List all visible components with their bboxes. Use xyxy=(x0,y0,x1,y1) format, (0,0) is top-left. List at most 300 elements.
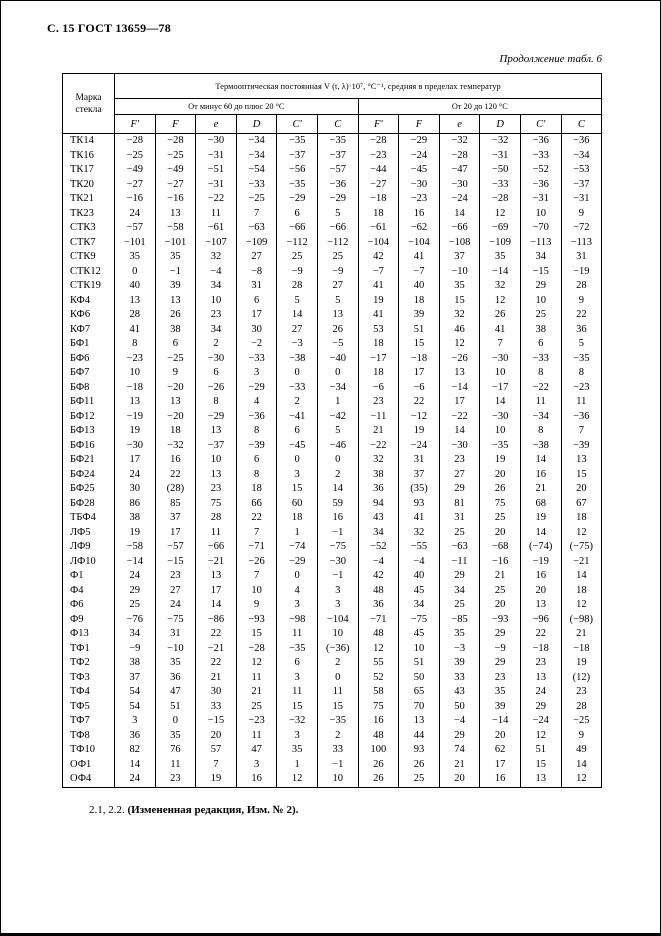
value-cell: 15 xyxy=(277,700,318,715)
table-row xyxy=(63,497,602,512)
value-cell: −28 xyxy=(115,134,156,149)
glass-mark: БФ6 xyxy=(63,352,115,367)
value-cell: 74 xyxy=(439,743,480,758)
glass-mark: ОФ1 xyxy=(63,758,115,773)
value-cell: 0 xyxy=(277,366,318,381)
value-cell: 12 xyxy=(358,642,399,657)
value-cell: 32 xyxy=(480,279,521,294)
value-cell: 28 xyxy=(196,511,237,526)
subheader-c-prime-1: C′ xyxy=(277,115,318,134)
value-cell: 34 xyxy=(115,627,156,642)
value-cell: −29 xyxy=(399,134,440,149)
value-cell: 10 xyxy=(399,642,440,657)
value-cell: 51 xyxy=(399,656,440,671)
value-cell: −112 xyxy=(277,236,318,251)
value-cell: 30 xyxy=(196,685,237,700)
value-cell: 48 xyxy=(358,584,399,599)
table-row xyxy=(63,250,602,265)
value-cell: −45 xyxy=(277,439,318,454)
value-cell: 39 xyxy=(399,308,440,323)
table-header xyxy=(63,74,602,134)
value-cell: −29 xyxy=(236,381,277,396)
glass-mark: ЛФ10 xyxy=(63,555,115,570)
value-cell: −30 xyxy=(399,178,440,193)
value-cell: 36 xyxy=(155,671,196,686)
value-cell: 26 xyxy=(358,758,399,773)
value-cell: −23 xyxy=(115,352,156,367)
value-cell: 25 xyxy=(480,584,521,599)
glass-mark: СТК12 xyxy=(63,265,115,280)
value-cell: 21 xyxy=(520,482,561,497)
value-cell: 27 xyxy=(236,250,277,265)
glass-mark: ТК14 xyxy=(63,134,115,149)
subheader-f-prime-2: F′ xyxy=(358,115,399,134)
value-cell: −19 xyxy=(520,555,561,570)
page-header: С. 15 ГОСТ 13659—78 xyxy=(47,21,171,35)
value-cell: −36 xyxy=(520,134,561,149)
value-cell: 7 xyxy=(196,758,237,773)
value-cell: −27 xyxy=(155,178,196,193)
table-row xyxy=(63,555,602,570)
value-cell: 25 xyxy=(439,598,480,613)
value-cell: −35 xyxy=(277,642,318,657)
value-cell: −29 xyxy=(196,410,237,425)
value-cell: 32 xyxy=(358,453,399,468)
value-cell: −31 xyxy=(196,149,237,164)
glass-mark: СТК7 xyxy=(63,236,115,251)
subheader-f-prime-1: F′ xyxy=(115,115,156,134)
value-cell: 51 xyxy=(155,700,196,715)
value-cell: 35 xyxy=(480,685,521,700)
value-cell: 7 xyxy=(236,569,277,584)
value-cell: 11 xyxy=(236,729,277,744)
value-cell: 13 xyxy=(439,366,480,381)
subheader-d-2: D xyxy=(480,115,521,134)
subheader-c-prime-2: C′ xyxy=(520,115,561,134)
table-row xyxy=(63,729,602,744)
value-cell: −101 xyxy=(115,236,156,251)
value-cell: 5 xyxy=(277,294,318,309)
value-cell: −30 xyxy=(115,439,156,454)
value-cell: 6 xyxy=(155,337,196,352)
value-cell: −93 xyxy=(480,613,521,628)
table-row xyxy=(63,279,602,294)
value-cell: 28 xyxy=(277,279,318,294)
glass-mark: БФ25 xyxy=(63,482,115,497)
glass-mark: ТФ2 xyxy=(63,656,115,671)
value-cell: 2 xyxy=(317,656,358,671)
value-cell: 55 xyxy=(358,656,399,671)
glass-mark: ТФ4 xyxy=(63,685,115,700)
value-cell: 41 xyxy=(358,279,399,294)
value-cell: 18 xyxy=(358,337,399,352)
value-cell: −31 xyxy=(561,192,602,207)
value-cell: −3 xyxy=(439,642,480,657)
value-cell: −20 xyxy=(155,381,196,396)
value-cell: −1 xyxy=(317,569,358,584)
subheader-f-2: F xyxy=(399,115,440,134)
value-cell: 29 xyxy=(520,279,561,294)
value-cell: 34 xyxy=(196,279,237,294)
glass-mark: Ф1 xyxy=(63,569,115,584)
value-cell: 10 xyxy=(115,366,156,381)
value-cell: −17 xyxy=(358,352,399,367)
value-cell: 30 xyxy=(115,482,156,497)
value-cell: 3 xyxy=(277,671,318,686)
value-cell: 28 xyxy=(561,700,602,715)
value-cell: 23 xyxy=(561,685,602,700)
value-cell: 37 xyxy=(439,250,480,265)
glass-mark: КФ6 xyxy=(63,308,115,323)
value-cell: −15 xyxy=(520,265,561,280)
value-cell: 47 xyxy=(155,685,196,700)
value-cell: 22 xyxy=(520,627,561,642)
value-cell: 3 xyxy=(277,598,318,613)
value-cell: 49 xyxy=(561,743,602,758)
value-cell: −25 xyxy=(236,192,277,207)
value-cell: −14 xyxy=(115,555,156,570)
value-cell: 0 xyxy=(317,453,358,468)
value-cell: 12 xyxy=(439,337,480,352)
value-cell: −37 xyxy=(277,149,318,164)
glass-mark: БФ1 xyxy=(63,337,115,352)
table-row xyxy=(63,236,602,251)
value-cell: 23 xyxy=(196,482,237,497)
glass-mark: БФ21 xyxy=(63,453,115,468)
value-cell: −4 xyxy=(358,555,399,570)
value-cell: 30 xyxy=(236,323,277,338)
value-cell: 51 xyxy=(399,323,440,338)
value-cell: 18 xyxy=(236,482,277,497)
value-cell: −15 xyxy=(196,714,237,729)
value-cell: 20 xyxy=(196,729,237,744)
value-cell: −45 xyxy=(399,163,440,178)
value-cell: 46 xyxy=(439,323,480,338)
value-cell: 11 xyxy=(561,395,602,410)
table-row xyxy=(63,758,602,773)
glass-mark: ТК23 xyxy=(63,207,115,222)
value-cell: −29 xyxy=(277,192,318,207)
value-cell: 0 xyxy=(317,366,358,381)
value-cell: 35 xyxy=(155,656,196,671)
value-cell: −69 xyxy=(480,221,521,236)
value-cell: −31 xyxy=(480,149,521,164)
value-cell: 11 xyxy=(236,671,277,686)
value-cell: −18 xyxy=(561,642,602,657)
value-cell: −71 xyxy=(358,613,399,628)
value-cell: 18 xyxy=(155,424,196,439)
value-cell: −56 xyxy=(277,163,318,178)
value-cell: −101 xyxy=(155,236,196,251)
value-cell: −34 xyxy=(561,149,602,164)
value-cell: 6 xyxy=(277,424,318,439)
value-cell: 76 xyxy=(155,743,196,758)
column-header-main: Термооптическая постоянная V (t, λ)·10⁷, °С⁻¹, средняя в пределах температур xyxy=(115,74,602,99)
value-cell: −33 xyxy=(236,352,277,367)
value-cell: 11 xyxy=(155,758,196,773)
value-cell: 27 xyxy=(439,468,480,483)
glass-mark: БФ16 xyxy=(63,439,115,454)
value-cell: −25 xyxy=(155,149,196,164)
value-cell: 41 xyxy=(115,323,156,338)
value-cell: (−36) xyxy=(317,642,358,657)
value-cell: 16 xyxy=(317,511,358,526)
value-cell: −93 xyxy=(236,613,277,628)
value-cell: −5 xyxy=(317,337,358,352)
value-cell: 3 xyxy=(277,468,318,483)
value-cell: −38 xyxy=(520,439,561,454)
value-cell: 29 xyxy=(439,729,480,744)
value-cell: 3 xyxy=(115,714,156,729)
table-row xyxy=(63,410,602,425)
value-cell: −24 xyxy=(439,192,480,207)
value-cell: −25 xyxy=(155,352,196,367)
value-cell: 20 xyxy=(439,772,480,787)
value-cell: 65 xyxy=(399,685,440,700)
value-cell: 28 xyxy=(115,308,156,323)
value-cell: −35 xyxy=(277,178,318,193)
value-cell: 23 xyxy=(155,772,196,787)
value-cell: 39 xyxy=(155,279,196,294)
value-cell: −24 xyxy=(399,149,440,164)
value-cell: 81 xyxy=(439,497,480,512)
value-cell: −63 xyxy=(439,540,480,555)
value-cell: −112 xyxy=(317,236,358,251)
value-cell: 9 xyxy=(561,294,602,309)
value-cell: 82 xyxy=(115,743,156,758)
value-cell: −23 xyxy=(561,381,602,396)
value-cell: −109 xyxy=(480,236,521,251)
table-row xyxy=(63,627,602,642)
table-row xyxy=(63,265,602,280)
table-body xyxy=(63,134,602,788)
value-cell: −75 xyxy=(399,613,440,628)
value-cell: 50 xyxy=(399,671,440,686)
value-cell: 25 xyxy=(277,250,318,265)
value-cell: 14 xyxy=(561,569,602,584)
value-cell: −37 xyxy=(561,178,602,193)
value-cell: 24 xyxy=(115,468,156,483)
value-cell: −15 xyxy=(155,555,196,570)
value-cell: −57 xyxy=(115,221,156,236)
value-cell: 3 xyxy=(236,758,277,773)
value-cell: 1 xyxy=(277,526,318,541)
glass-mark: ТФ10 xyxy=(63,743,115,758)
value-cell: −39 xyxy=(561,439,602,454)
value-cell: 22 xyxy=(561,308,602,323)
value-cell: 15 xyxy=(520,758,561,773)
value-cell: 27 xyxy=(155,584,196,599)
value-cell: −34 xyxy=(317,381,358,396)
value-cell: 20 xyxy=(561,482,602,497)
value-cell: 29 xyxy=(520,700,561,715)
value-cell: 21 xyxy=(480,569,521,584)
value-cell: −21 xyxy=(196,555,237,570)
glass-mark: ТФ8 xyxy=(63,729,115,744)
value-cell: 7 xyxy=(236,207,277,222)
value-cell: 15 xyxy=(317,700,358,715)
value-cell: 3 xyxy=(236,366,277,381)
value-cell: 3 xyxy=(317,598,358,613)
value-cell: 24 xyxy=(115,569,156,584)
value-cell: −35 xyxy=(277,134,318,149)
value-cell: −38 xyxy=(277,352,318,367)
value-cell: 37 xyxy=(115,671,156,686)
value-cell: 8 xyxy=(520,366,561,381)
value-cell: −70 xyxy=(520,221,561,236)
value-cell: 25 xyxy=(399,772,440,787)
value-cell: −58 xyxy=(155,221,196,236)
value-cell: −24 xyxy=(399,439,440,454)
value-cell: 38 xyxy=(520,323,561,338)
value-cell: −16 xyxy=(155,192,196,207)
value-cell: 22 xyxy=(196,656,237,671)
value-cell: −74 xyxy=(277,540,318,555)
glass-mark: БФ28 xyxy=(63,497,115,512)
value-cell: −28 xyxy=(155,134,196,149)
value-cell: −6 xyxy=(399,381,440,396)
table-row xyxy=(63,468,602,483)
value-cell: 13 xyxy=(520,772,561,787)
glass-mark: ТК17 xyxy=(63,163,115,178)
value-cell: 13 xyxy=(196,569,237,584)
value-cell: 16 xyxy=(236,772,277,787)
value-cell: 15 xyxy=(399,337,440,352)
subheader-c-1: C xyxy=(317,115,358,134)
value-cell: 25 xyxy=(317,250,358,265)
value-cell: −19 xyxy=(115,410,156,425)
value-cell: 42 xyxy=(358,250,399,265)
value-cell: 35 xyxy=(480,250,521,265)
value-cell: 47 xyxy=(236,743,277,758)
value-cell: −10 xyxy=(439,265,480,280)
value-cell: 8 xyxy=(520,424,561,439)
value-cell: −30 xyxy=(196,134,237,149)
value-cell: 3 xyxy=(277,729,318,744)
glass-mark: СТК9 xyxy=(63,250,115,265)
value-cell: 29 xyxy=(439,482,480,497)
value-cell: 17 xyxy=(480,758,521,773)
subheader-c-2: C xyxy=(561,115,602,134)
value-cell: −28 xyxy=(439,149,480,164)
value-cell: 6 xyxy=(277,656,318,671)
glass-mark: КФ7 xyxy=(63,323,115,338)
value-cell: 37 xyxy=(155,511,196,526)
value-cell: −113 xyxy=(561,236,602,251)
value-cell: −39 xyxy=(236,439,277,454)
value-cell: −76 xyxy=(115,613,156,628)
value-cell: 13 xyxy=(317,308,358,323)
table-row xyxy=(63,424,602,439)
value-cell: −33 xyxy=(277,381,318,396)
value-cell: 54 xyxy=(115,685,156,700)
value-cell: 26 xyxy=(317,323,358,338)
value-cell: 26 xyxy=(358,772,399,787)
value-cell: 1 xyxy=(277,758,318,773)
value-cell: 10 xyxy=(317,772,358,787)
table-row xyxy=(63,685,602,700)
value-cell: 31 xyxy=(155,627,196,642)
value-cell: 10 xyxy=(520,294,561,309)
value-cell: 75 xyxy=(358,700,399,715)
value-cell: 45 xyxy=(399,627,440,642)
value-cell: −18 xyxy=(358,192,399,207)
value-cell: −49 xyxy=(115,163,156,178)
table-row xyxy=(63,294,602,309)
glass-constants-table xyxy=(62,73,602,788)
value-cell: 13 xyxy=(520,598,561,613)
value-cell: 14 xyxy=(480,395,521,410)
table-row xyxy=(63,192,602,207)
column-group-20-120: От 20 до 120 °С xyxy=(358,99,602,115)
value-cell: −8 xyxy=(236,265,277,280)
value-cell: −96 xyxy=(520,613,561,628)
value-cell: −32 xyxy=(439,134,480,149)
table-row xyxy=(63,743,602,758)
value-cell: 86 xyxy=(115,497,156,512)
value-cell: −107 xyxy=(196,236,237,251)
value-cell: 23 xyxy=(196,308,237,323)
value-cell: −22 xyxy=(520,381,561,396)
value-cell: 23 xyxy=(480,671,521,686)
value-cell: −29 xyxy=(277,555,318,570)
value-cell: 9 xyxy=(561,207,602,222)
value-cell: −23 xyxy=(236,714,277,729)
value-cell: 38 xyxy=(115,511,156,526)
value-cell: −9 xyxy=(317,265,358,280)
value-cell: −57 xyxy=(317,163,358,178)
value-cell: (28) xyxy=(155,482,196,497)
value-cell: −18 xyxy=(520,642,561,657)
value-cell: −58 xyxy=(115,540,156,555)
glass-mark: Ф9 xyxy=(63,613,115,628)
value-cell: −14 xyxy=(439,381,480,396)
table-row xyxy=(63,337,602,352)
value-cell: 9 xyxy=(236,598,277,613)
value-cell: −4 xyxy=(399,555,440,570)
value-cell: −30 xyxy=(480,352,521,367)
value-cell: 29 xyxy=(480,627,521,642)
value-cell: −20 xyxy=(155,410,196,425)
value-cell: 22 xyxy=(196,627,237,642)
table-row xyxy=(63,163,602,178)
value-cell: −25 xyxy=(561,714,602,729)
value-cell: −26 xyxy=(196,381,237,396)
glass-mark: Ф13 xyxy=(63,627,115,642)
glass-mark: БФ13 xyxy=(63,424,115,439)
value-cell: −31 xyxy=(196,178,237,193)
value-cell: 13 xyxy=(399,714,440,729)
value-cell: 19 xyxy=(520,511,561,526)
value-cell: −30 xyxy=(439,178,480,193)
value-cell: 15 xyxy=(236,627,277,642)
table-row xyxy=(63,772,602,787)
value-cell: 62 xyxy=(480,743,521,758)
value-cell: −40 xyxy=(317,352,358,367)
value-cell: 36 xyxy=(358,482,399,497)
glass-mark: Ф4 xyxy=(63,584,115,599)
value-cell: 8 xyxy=(236,468,277,483)
value-cell: 0 xyxy=(155,714,196,729)
glass-mark: СТК3 xyxy=(63,221,115,236)
value-cell: 0 xyxy=(277,569,318,584)
value-cell: 19 xyxy=(358,294,399,309)
value-cell: −16 xyxy=(115,192,156,207)
table-row xyxy=(63,613,602,628)
value-cell: −17 xyxy=(480,381,521,396)
value-cell: 2 xyxy=(277,395,318,410)
table-row xyxy=(63,366,602,381)
